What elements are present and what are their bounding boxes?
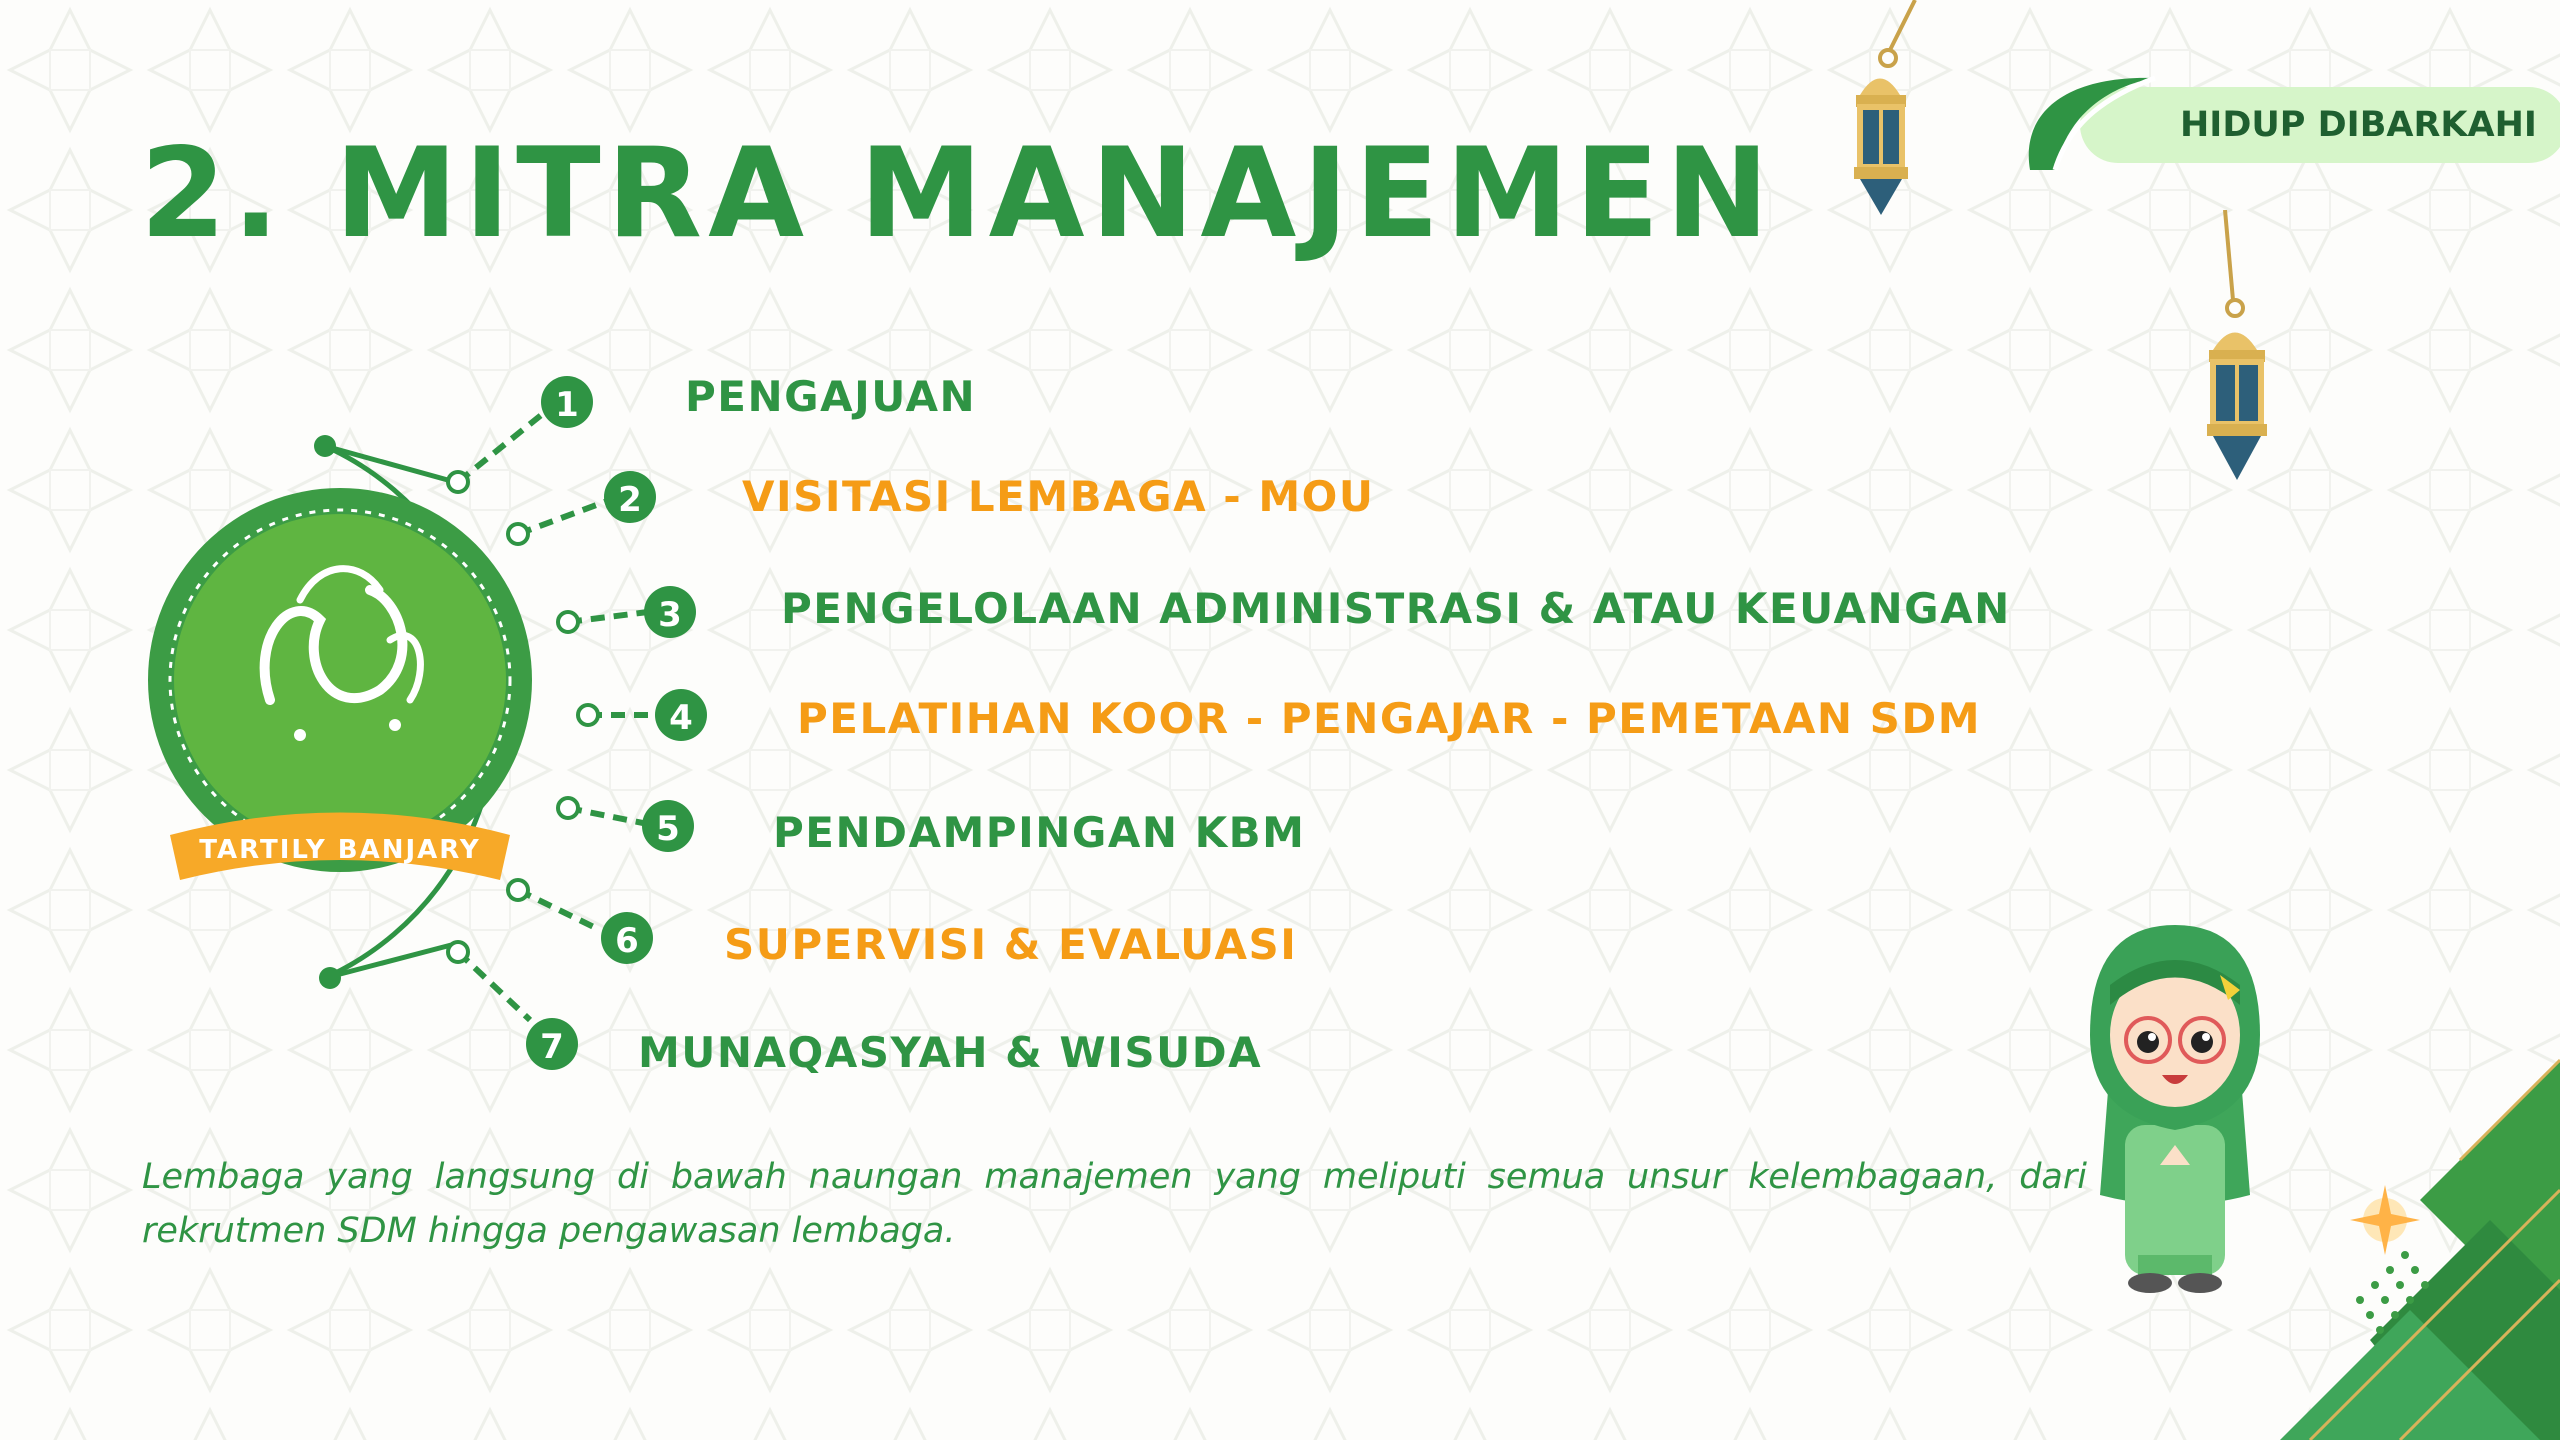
logo-label: TARTILY BANJARY [199, 835, 481, 865]
step-label-2: VISITASI LEMBAGA - MOU [742, 472, 1375, 521]
page-title: 2. MITRA MANAJEMEN [140, 122, 1776, 266]
step-number-badge [655, 689, 707, 741]
badge-label: HIDUP DIBARKAHI [2080, 87, 2560, 163]
steps-diagram [0, 0, 760, 1100]
step-number-4: 4 [669, 698, 693, 738]
step-number-badge [644, 586, 696, 638]
description-text: Lembaga yang langsung di bawah naungan manajemen yang meliputi semua unsur kelembagaan, dari rekrutmen SDM hingga pengawasan lembaga. [142, 1157, 2087, 1251]
step-number-5: 5 [656, 809, 680, 849]
hidup-dibarkahi-badge [2010, 70, 2560, 180]
lantern-icon [1820, 0, 1940, 220]
step-number-badge [642, 800, 694, 852]
step-label-7: MUNAQASYAH & WISUDA [638, 1028, 1263, 1077]
step-number-2: 2 [618, 480, 642, 520]
step-number-6: 6 [615, 921, 639, 961]
step-label-5: PENDAMPINGAN KBM [773, 808, 1306, 857]
step-number-badge [541, 376, 593, 428]
step-number-1: 1 [555, 385, 579, 425]
step-label-1: PENGAJUAN [685, 372, 977, 421]
step-number-badge [604, 471, 656, 523]
step-number-7: 7 [540, 1027, 564, 1067]
step-number-badge [601, 912, 653, 964]
leaf-icon [2010, 70, 2160, 180]
lantern-icon [2195, 210, 2315, 490]
step-number-3: 3 [658, 595, 682, 635]
step-label-4: PELATIHAN KOOR - PENGAJAR - PEMETAAN SDM [797, 694, 1982, 743]
step-label-6: SUPERVISI & EVALUASI [724, 920, 1298, 969]
corner-decoration [2160, 980, 2560, 1440]
step-number-badge [526, 1018, 578, 1070]
step-label-3: PENGELOLAAN ADMINISTRASI & ATAU KEUANGAN [781, 584, 2011, 633]
